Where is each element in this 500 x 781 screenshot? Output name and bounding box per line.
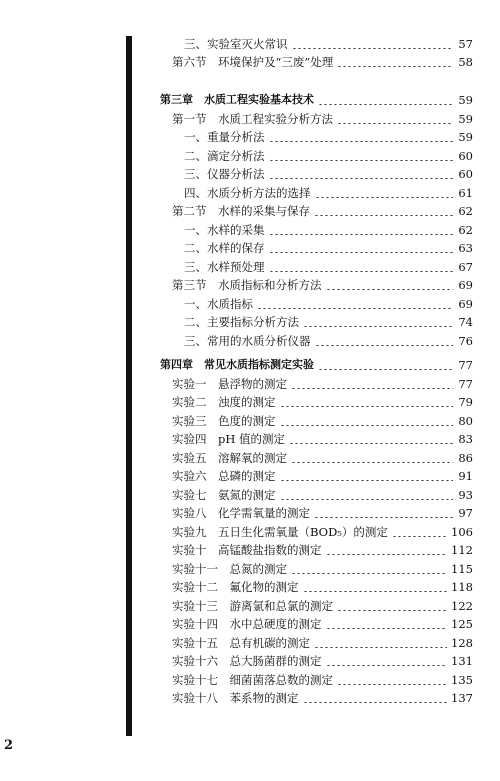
dot-leader xyxy=(326,628,448,629)
toc-entry-page: 91 xyxy=(458,469,473,483)
dot-leader xyxy=(337,123,453,124)
toc-entry xyxy=(172,375,473,393)
toc-entry xyxy=(184,35,473,53)
dot-leader xyxy=(269,141,454,142)
toc-entry-page: 69 xyxy=(458,297,473,311)
dot-leader xyxy=(314,215,453,216)
toc-entry-title: 一、水样的采集 xyxy=(184,223,265,237)
dot-leader xyxy=(303,591,448,592)
toc-entry xyxy=(184,165,473,183)
dot-leader xyxy=(392,536,447,537)
toc-entry-title: 实验十 高锰酸盐指数的测定 xyxy=(172,543,322,557)
toc-entry-page: 77 xyxy=(458,358,473,372)
dot-leader xyxy=(280,425,454,426)
toc-entry-page: 125 xyxy=(451,617,473,631)
toc-entry-page: 137 xyxy=(451,691,473,705)
toc-entry-page: 122 xyxy=(451,599,473,613)
toc-entry-title: 实验十一 总氮的测定 xyxy=(172,562,287,576)
toc-entry-title: 一、重量分析法 xyxy=(184,130,265,144)
toc-entry-title: 二、滴定分析法 xyxy=(184,149,265,163)
toc-entry-page: 77 xyxy=(458,377,473,391)
toc-entry-page: 112 xyxy=(451,543,473,557)
dot-leader xyxy=(314,517,453,518)
toc-entry xyxy=(172,560,473,578)
toc-entry-title: 三、仪器分析法 xyxy=(184,167,265,181)
dot-leader xyxy=(269,252,454,253)
toc-entry xyxy=(172,449,473,467)
toc-entry-title: 三、水样预处理 xyxy=(184,260,265,274)
toc-entry-page: 128 xyxy=(451,636,473,650)
toc-entry xyxy=(172,412,473,430)
toc-entry xyxy=(172,202,473,220)
toc-entry-page: 61 xyxy=(458,186,473,200)
toc-entry-page: 59 xyxy=(458,93,473,107)
toc-entry-title: 实验十八 苯系物的测定 xyxy=(172,691,299,705)
toc-entry-title: 实验八 化学需氧量的测定 xyxy=(172,506,310,520)
toc-entry xyxy=(172,689,473,707)
toc-entry-page: 69 xyxy=(458,278,473,292)
toc-entry-page: 106 xyxy=(451,525,473,539)
toc-entry-title: 二、主要指标分析方法 xyxy=(184,315,299,329)
toc-entry xyxy=(184,128,473,146)
dot-leader xyxy=(280,406,454,407)
toc-entry xyxy=(172,671,473,689)
toc-entry xyxy=(184,221,473,239)
dot-leader xyxy=(303,702,448,703)
toc-entry-title: 第二节 水样的采集与保存 xyxy=(172,204,310,218)
toc-entry-title: 实验五 溶解氧的测定 xyxy=(172,451,287,465)
toc-entry-title: 实验一 悬浮物的测定 xyxy=(172,377,287,391)
dot-leader xyxy=(315,345,454,346)
toc-entry-page: 74 xyxy=(458,315,473,329)
toc-entry-title: 三、常用的水质分析仪器 xyxy=(184,334,311,348)
toc-entry xyxy=(172,652,473,670)
toc-entry-page: 115 xyxy=(451,562,473,576)
toc-entry xyxy=(184,184,473,202)
toc-entry-title: 第六节 环境保护及“三废”处理 xyxy=(172,55,334,69)
toc-entry xyxy=(172,634,473,652)
dot-leader xyxy=(289,443,453,444)
toc-entry-title: 实验三 色度的测定 xyxy=(172,414,276,428)
toc-entry-page: 76 xyxy=(458,334,473,348)
toc-entry-title: 一、水质指标 xyxy=(184,297,253,311)
toc-entry xyxy=(184,239,473,257)
toc-entry xyxy=(172,486,473,504)
dot-leader xyxy=(326,554,448,555)
toc-entry-title: 实验十三 游离氯和总氯的测定 xyxy=(172,599,333,613)
toc-entry xyxy=(172,615,473,633)
toc-entry-page: 63 xyxy=(458,241,473,255)
dot-leader xyxy=(318,104,453,105)
toc-entry-page: 97 xyxy=(458,506,473,520)
toc-entry xyxy=(184,313,473,331)
toc-entry xyxy=(172,467,473,485)
toc-entry xyxy=(184,147,473,165)
toc-entry xyxy=(172,393,473,411)
toc-entry-title: 第四章 常见水质指标测定实验 xyxy=(160,358,314,371)
toc-entry-page: 93 xyxy=(458,488,473,502)
dot-leader xyxy=(326,665,448,666)
dot-leader xyxy=(280,499,454,500)
toc-entry-page: 58 xyxy=(458,55,473,69)
toc-chapter-entry xyxy=(160,91,473,109)
toc-entry-page: 80 xyxy=(458,414,473,428)
dot-leader xyxy=(269,271,454,272)
dot-leader xyxy=(269,234,454,235)
toc-entry xyxy=(172,504,473,522)
toc-entry-title: 三、实验室灭火常识 xyxy=(184,37,288,51)
toc-entry-title: 二、水样的保存 xyxy=(184,241,265,255)
toc-entry-page: 67 xyxy=(458,260,473,274)
toc-entry-title: 实验四 pH 值的测定 xyxy=(172,432,286,446)
dot-leader xyxy=(292,48,454,49)
dot-leader xyxy=(291,573,447,574)
toc-entry-title: 实验十四 水中总硬度的测定 xyxy=(172,617,322,631)
dot-leader xyxy=(303,326,453,327)
toc-entry xyxy=(172,597,473,615)
toc-entry xyxy=(184,295,473,313)
toc-entry-page: 118 xyxy=(451,580,473,594)
toc-entry-title: 实验六 总磷的测定 xyxy=(172,469,276,483)
toc-chapter-entry xyxy=(160,356,473,374)
dot-leader xyxy=(315,197,454,198)
toc-entry xyxy=(172,541,473,559)
dot-leader xyxy=(318,369,453,370)
toc-entry-title: 第一节 水质工程实验分析方法 xyxy=(172,112,333,126)
toc-entry-page: 135 xyxy=(451,673,473,687)
toc-entry-title: 实验十二 氟化物的测定 xyxy=(172,580,299,594)
toc-entry xyxy=(172,53,473,71)
dot-leader xyxy=(314,647,447,648)
toc-entry-page: 86 xyxy=(458,451,473,465)
dot-leader xyxy=(269,160,454,161)
toc-entry xyxy=(184,258,473,276)
toc-entry-title: 第三章 水质工程实验基本技术 xyxy=(160,93,314,106)
toc-entry-title: 实验十五 总有机碳的测定 xyxy=(172,636,310,650)
toc-entry-page: 62 xyxy=(458,223,473,237)
toc-entry-page: 131 xyxy=(451,654,473,668)
toc-entry-page: 79 xyxy=(458,395,473,409)
toc-entry xyxy=(172,523,473,541)
toc-entry-page: 62 xyxy=(458,204,473,218)
toc-entry xyxy=(172,578,473,596)
dot-leader xyxy=(280,480,454,481)
toc-entry-page: 59 xyxy=(458,112,473,126)
toc-entry-title: 实验十七 细菌菌落总数的测定 xyxy=(172,673,333,687)
toc-entry-title: 第三节 水质指标和分析方法 xyxy=(172,278,322,292)
toc-entry-title: 四、水质分析方法的选择 xyxy=(184,186,311,200)
toc-entry-page: 60 xyxy=(458,149,473,163)
dot-leader xyxy=(257,308,453,309)
toc-entry-page: 59 xyxy=(458,130,473,144)
toc-entry xyxy=(172,110,473,128)
dot-leader xyxy=(269,178,454,179)
dot-leader xyxy=(291,388,453,389)
dot-leader xyxy=(337,684,447,685)
dot-leader xyxy=(337,66,453,67)
toc-entry xyxy=(172,430,473,448)
dot-leader xyxy=(337,610,447,611)
toc-entry-page: 83 xyxy=(458,432,473,446)
toc-entry-title: 实验二 浊度的测定 xyxy=(172,395,276,409)
toc-entry-title: 实验七 氨氮的测定 xyxy=(172,488,276,502)
toc-entry xyxy=(172,276,473,294)
dot-leader xyxy=(291,462,453,463)
toc-entry-title: 实验十六 总大肠菌群的测定 xyxy=(172,654,322,668)
dot-leader xyxy=(326,289,454,290)
toc-entry-page: 57 xyxy=(458,37,473,51)
toc-entry-page: 60 xyxy=(458,167,473,181)
toc-entry-title: 实验九 五日生化需氧量（BOD₅）的测定 xyxy=(172,525,388,539)
toc-entry xyxy=(184,332,473,350)
page-number: 2 xyxy=(4,738,14,753)
